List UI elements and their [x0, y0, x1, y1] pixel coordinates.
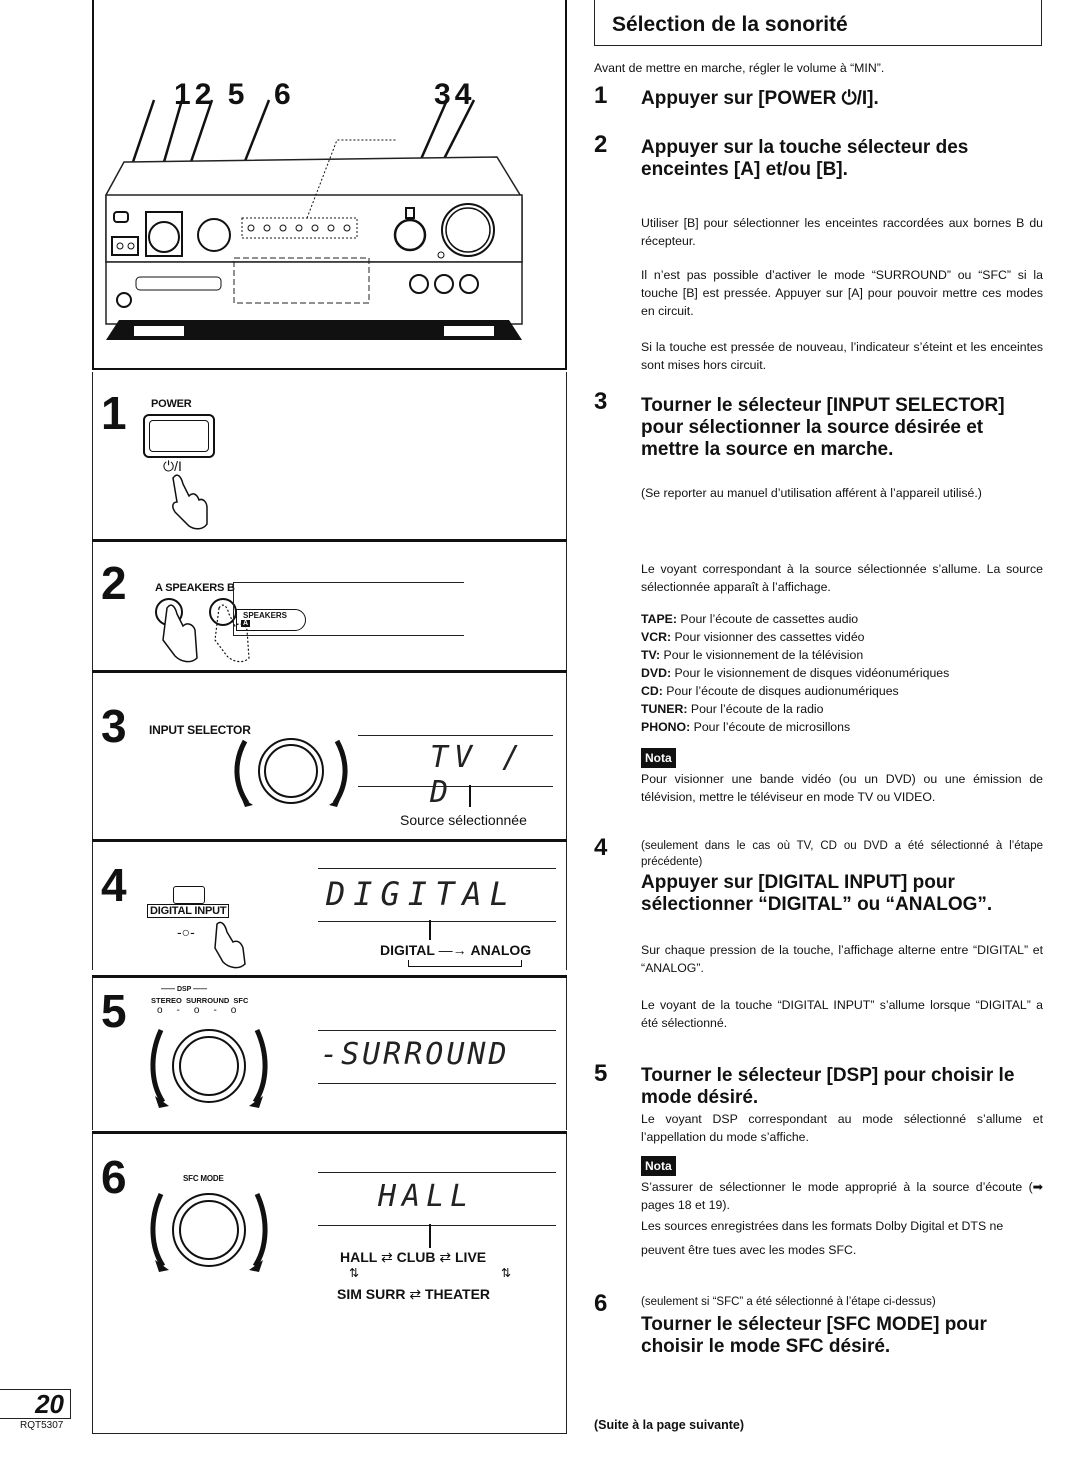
step-3-paragraph: (Se reporter au manuel d’utilisation afférent à l’appareil utilisé.)	[641, 486, 982, 500]
diagram-step-1	[92, 372, 567, 540]
step-4-precondition: (seulement dans le cas où TV, CD ou DVD a été sélectionné à l’étape précédente)	[641, 840, 1043, 868]
step-number: 1	[594, 82, 608, 109]
flow-arrows-left: ⇅	[349, 1266, 360, 1280]
intro-text: Avant de mettre en marche, régler le volume à “MIN”.	[594, 61, 885, 75]
selected-source-caption: Source sélectionnée	[400, 812, 527, 828]
diagram-step-number: 6	[101, 1151, 127, 1203]
speakers-indicator-label: SPEAKERS	[243, 611, 288, 620]
step-4-paragraph: Le voyant de la touche “DIGITAL INPUT” s’allume lorsque “DIGITAL” a été sélectionné.	[641, 998, 1043, 1030]
page-number-box	[0, 1389, 71, 1419]
speakers-display	[233, 582, 464, 636]
digital-analog-flow: DIGITAL —→ ANALOG	[380, 942, 532, 958]
mode-live: LIVE	[455, 1249, 487, 1265]
dsp-knob-icon[interactable]	[149, 1016, 269, 1116]
step-6-precondition: (seulement si “SFC” a été sélectionné à l’étape ci-dessus)	[641, 1296, 936, 1308]
flow-analog: ANALOG	[470, 942, 532, 958]
step-5-paragraph: Le voyant DSP correspondant au mode sélectionné s’allume et l’appellation du mode s’affiche.	[641, 1112, 1043, 1144]
diagram-step-number: 3	[101, 700, 127, 752]
callout-3: 3	[434, 78, 455, 111]
power-standby-icon: ⏻/I	[163, 458, 182, 474]
sfc-display	[318, 1172, 556, 1226]
mode-surround: SURROUND	[185, 996, 230, 1005]
source-item-tv: TV: Pour le visionnement de la télévision	[641, 648, 864, 662]
dsp-display	[318, 1030, 556, 1084]
digital-input-button[interactable]	[173, 886, 205, 904]
step-number: 3	[594, 388, 608, 415]
dsp-indicators: o-o-o	[157, 1005, 251, 1016]
nota-text: Pour visionner une bande vidéo (ou un DVD) ou une émission de télévision, mettre le téléviseur en mode TV ou VIDEO.	[641, 772, 1043, 804]
pointing-hand-icon	[167, 472, 217, 532]
step-4-paragraph: Sur chaque pression de la touche, l’affichage alterne entre “DIGITAL” et “ANALOG”.	[641, 943, 1043, 975]
diagram-step-3	[92, 673, 567, 839]
mode-hall: HALL	[340, 1249, 378, 1265]
continued-note: (Suite à la page suivante)	[594, 1418, 745, 1432]
sfc-mode-knob-icon[interactable]	[149, 1186, 269, 1286]
nota-text: Les sources enregistrées dans les formats Dolby Digital et DTS ne peuvent être tues avec les modes SFC.	[641, 1219, 1004, 1257]
step-2-heading: Appuyer sur la touche sélecteur des enceintes [A] et/ou [B].	[641, 137, 969, 180]
pointing-hand-icon	[211, 920, 251, 970]
diagram-step-number: 1	[101, 387, 127, 439]
source-item-phono: PHONO: Pour l’écoute de microsillons	[641, 720, 851, 734]
mode-club: CLUB	[396, 1249, 436, 1265]
page-title: Sélection de la sonorité	[612, 13, 848, 36]
digital-display	[318, 868, 556, 922]
speakers-indicator	[236, 609, 306, 631]
source-item-dvd: DVD: Pour le visionnement de disques vidéonumériques	[641, 666, 950, 680]
step-5-heading: Tourner le sélecteur [DSP] pour choisir le mode désiré.	[641, 1065, 1015, 1108]
mode-sim-surr: SIM SURR	[337, 1286, 406, 1302]
step-3-heading: Tourner le sélecteur [INPUT SELECTOR] pour sélectionner la source désirée et mettre la source en marche.	[641, 395, 1005, 460]
source-item-tape: TAPE: Pour l’écoute de cassettes audio	[641, 612, 859, 626]
nota-badge: Nota	[641, 748, 676, 768]
source-item-tuner: TUNER: Pour l’écoute de la radio	[641, 702, 824, 716]
speakers-label: A SPEAKERS B	[155, 582, 235, 594]
callout-1: 1	[174, 78, 195, 111]
diagram-step-number: 2	[101, 557, 127, 609]
callout-5: 5	[227, 78, 249, 111]
model-code: RQT5307	[20, 1420, 64, 1431]
flow-digital: DIGITAL	[380, 942, 435, 958]
digital-input-label: DIGITAL INPUT	[147, 904, 229, 918]
step-3-nota	[641, 748, 1043, 806]
step-3-paragraph: Le voyant correspondant à la source sélectionnée s’allume. La source sélectionnée apparaît à l’affichage.	[641, 562, 1043, 594]
nota-badge: Nota	[641, 1156, 676, 1176]
diagram-step-4	[92, 842, 567, 970]
source-list	[641, 610, 1043, 736]
dsp-modes	[151, 996, 248, 1005]
step-4-heading: Appuyer sur [DIGITAL INPUT] pour sélectionner “DIGITAL” ou “ANALOG”.	[641, 872, 993, 915]
source-item-cd: CD: Pour l’écoute de disques audionumériques	[641, 684, 899, 698]
diagram-step-6	[92, 1134, 567, 1434]
sfc-display-text: HALL	[378, 1179, 475, 1214]
receiver-drawing-icon	[94, 0, 569, 370]
digital-display-text: DIGITAL	[326, 875, 517, 913]
step-6-heading: Tourner le sélecteur [SFC MODE] pour choisir le mode SFC désiré.	[641, 1314, 987, 1357]
source-display-text: TV / D	[430, 740, 527, 810]
step-number: 6	[594, 1290, 608, 1317]
step-1-heading: Appuyer sur [POWER ⏻/I].	[641, 88, 879, 109]
callout-6: 6	[274, 78, 291, 111]
step-2-paragraph: Utiliser [B] pour sélectionner les enceintes raccordées aux bornes B du récepteur.	[641, 216, 1043, 248]
source-display	[358, 735, 553, 810]
dsp-label: —— DSP ——	[161, 986, 208, 993]
sfc-mode-flow-top: HALL ⇄ CLUB ⇄ LIVE	[340, 1249, 487, 1265]
mode-sfc: SFC	[233, 996, 249, 1005]
source-item-vcr: VCR: Pour visionner des cassettes vidéo	[641, 630, 865, 644]
step-5-nota	[641, 1156, 1043, 1262]
page-number: 20	[35, 1389, 64, 1419]
callout-2: 2	[194, 78, 216, 111]
receiver-front-panel-illustration	[92, 0, 567, 370]
power-label: POWER	[151, 398, 192, 410]
step-number: 5	[594, 1060, 608, 1087]
dsp-display-text: -SURROUND	[320, 1037, 510, 1072]
step-number: 4	[594, 834, 608, 861]
diagram-step-number: 5	[101, 985, 127, 1037]
step-2-paragraph: Il n’est pas possible d’activer le mode “SURROUND” ou “SFC” si la touche [B] est pressée. Appuyer sur [A] pour pouvoir mettre ces modes en circuit.	[641, 268, 1043, 318]
diagram-step-2	[92, 542, 567, 670]
mode-stereo: STEREO	[151, 996, 182, 1005]
step-number: 2	[594, 131, 608, 158]
indicator-lit-icon: -○-	[177, 924, 195, 940]
sfc-mode-label: SFC MODE	[183, 1174, 224, 1183]
step-2-paragraph: Si la touche est pressée de nouveau, l’indicateur s’éteint et les enceintes sont mises hors circuit.	[641, 340, 1043, 372]
power-button[interactable]	[143, 414, 215, 458]
input-selector-knob-icon[interactable]	[231, 733, 351, 808]
callout-4: 4	[454, 78, 476, 111]
diagram-step-5	[92, 978, 567, 1130]
sfc-mode-flow-bottom: SIM SURR ⇄ THEATER	[337, 1286, 491, 1302]
mode-theater: THEATER	[424, 1286, 491, 1302]
input-selector-label: INPUT SELECTOR	[149, 723, 251, 737]
nota-text: S’assurer de sélectionner le mode approprié à la source d’écoute (➡ pages 18 et 19).	[641, 1180, 1043, 1212]
diagram-step-number: 4	[101, 859, 127, 911]
speakers-a-badge: A	[243, 620, 249, 627]
flow-arrows-right: ⇅	[501, 1266, 512, 1280]
